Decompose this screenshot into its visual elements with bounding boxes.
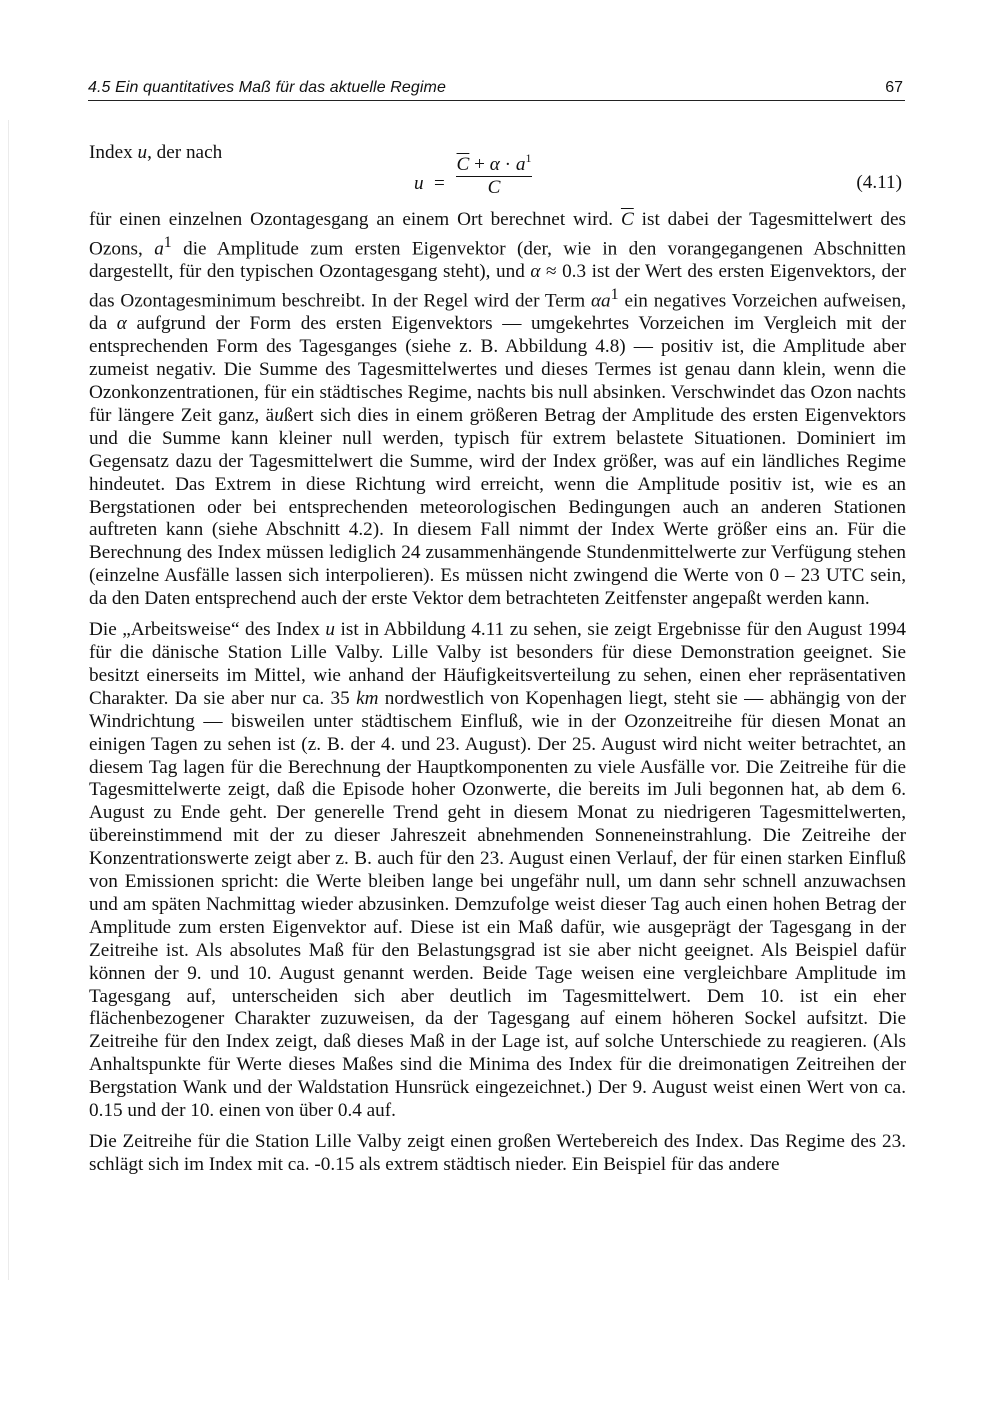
paragraph-2: Die „Arbeitsweise“ des Index u ist in Abbildung 4.11 zu sehen, sie zeigt Ergebnisse für den August 1994 für die dänische Station Lille Valby. Lille Valby ist besonders für diese Demonstration geeignet. Sie besitzt einerseits im Mittel, wie anhand der Häufigkeitsverteilung zu sehen, einen eher repräsentativen Charakter. Da sie aber nur ca. 35 km nordwestlich von Kopenhagen liegt, steht sie — abhängig von der Windrichtung — bisweilen unter städtischem Einfluß, wie in der Ozonzeitreihe für diesen Monat an einigen Tagen zu sehen ist (z. B. der 4. und 23. August). Der 25. August wird nicht weiter betrachtet, an diesem Tag lagen für die Berechnung der Hauptkomponenten zu viele Ausfälle vor. Die Zeitreihe für die Tagesmittelwerte zeigt, daß die Episode hoher Ozonwerte, die bereits im Juli begonnen hat, ab dem 6. August zu Ende geht. Der generelle Trend geht in diesem Monat zu niedrigeren Tagesmittelwerten, übereinstimmend mit der zu dieser Jahreszeit abnehmenden Sonneneinstrahlung. Die Zeitreihe der Konzentrationswerte zeigt aber z. B. auch für den 23. August einen Verlauf, der für einen starken Einfluß von Emissionen spricht: die Werte bleiben lange bei ungefähr null, um dann sehr schnell anzuwachsen und am späten Nachmittag wieder abzusinken. Demzufolge weist dieser Tag auch einen hohen Betrag der Amplitude zum ersten Eigenvektor auf. Diese ist ein Maß dafür, wie ausgeprägt der Tagesgang in der Zeitreihe ist. Als absolutes Maß für den Belastungsgrad ist sie aber nicht geeignet. Als Beispiel dafür können der 9. und 10. August genannt werden. Beide Tage weisen eine vergleichbare Amplitude im Tagesgang auf, unterscheiden sich aber deutlich im Tagesmittelwert. Dem 10. ist ein eher flächenbezogener Charakter zuzuweisen, da der Tagesgang auf einem höheren Sockel aufsitzt. Die Zeitreihe für den Index zeigt, daß dieses Maß in der Lage ist, auf solche Unterschiede zu reagieren. (Als Anhaltspunkte für Werte dieses Maßes sind die Minima des Index für die dreimonatigen Zeitreihen der Bergstation Wank und der Waldstation Hunsrück eingezeichnet.) Der 9. August weist einen Wert von ca. 0.15 und der 10. einen von über 0.4 auf.: [89, 619, 906, 1122]
page-number: 67: [885, 79, 903, 96]
section-title: 4.5 Ein quantitatives Maß für das aktuelle Regime: [88, 79, 446, 96]
equation-fraction: [456, 150, 532, 199]
paragraph-3: Die Zeitreihe für die Station Lille Valby zeigt einen großen Wertebereich des Index. Das Regime des 23. schlägt sich im Index mit ca. -0.15 als extrem städtisch nieder. Ein Beispiel für das andere: [89, 1131, 906, 1175]
running-header: [88, 78, 905, 101]
equation-denominator: C: [487, 176, 501, 198]
equation-numerator: $\overline{C} + \alpha \cdot a^1$: [456, 150, 532, 175]
paragraph-1: für einen einzelnen Ozontagesgang an einem Ort berechnet wird. $\overline{C}$ ist dabei der Tagesmittelwert des Ozons, $a^1$ die Amplitude zum ersten Eigenvektor (der, wie in den vorangegangenen Abschnitten dargestellt, für den typischen Ozontagesgang steht), und α ≈ 0.3 ist der Wert des ersten Eigenvektors, der das Ozontagesminimum beschreibt. In der Regel wird der Term $\alpha a^1$ ein negatives Vorzeichen aufweisen, da α aufgrund der Form des ersten Eigenvektors — umgekehrtes Vorzeichen im Vergleich mit der entsprechenden Form des Tagesganges (siehe z. B. Abbildung 4.8) — positiv ist, die Amplitude aber zumeist negativ. Die Summe des Tagesmittelwertes und dieses Termes ist genau dann klein, wenn die Ozonkonzentrationen, für ein städtisches Regime, nachts bis null absinken. Verschwindet das Ozon nachts für längere Zeit ganz, äußert sich dies in einem größeren Betrag der Amplitude des ersten Eigenvektors und die Summe kann kleiner null werden, typisch für extrem belastete Situationen. Dominiert im Gegensatz dazu der Tagesmittelwert die Summe, wird der Index größer, was auf ein ländliches Regime hindeutet. Das Extrem in diese Richtung wird erreicht, wenn die Amplitude positiv ist, wie es an Bergstationen oder bei entsprechenden meteorologischen Bedingungen auch an anderen Stationen auftreten kann (siehe Abschnitt 4.2). In diesem Fall nimmt der Index Werte größer eins an. Für die Berechnung des Index müssen lediglich 24 zusammenhängende Stundenmittelwerte zur Verfügung stehen (einzelne Ausfälle lassen sich interpolieren). Es müssen nicht zwingend die Werte von 0 – 23 UTC sein, da den Daten entsprechend auch der erste Vektor dem betrachteten Zeitfenster angepaßt werden kann.: [89, 208, 906, 610]
scan-edge-shadow: [8, 120, 9, 1280]
intro-text: Index u, der nach: [89, 142, 223, 163]
equation-lhs: u: [414, 172, 424, 194]
equation-equals: =: [434, 172, 445, 194]
body-text: [89, 142, 906, 1177]
equation-number: (4.11): [856, 171, 902, 193]
